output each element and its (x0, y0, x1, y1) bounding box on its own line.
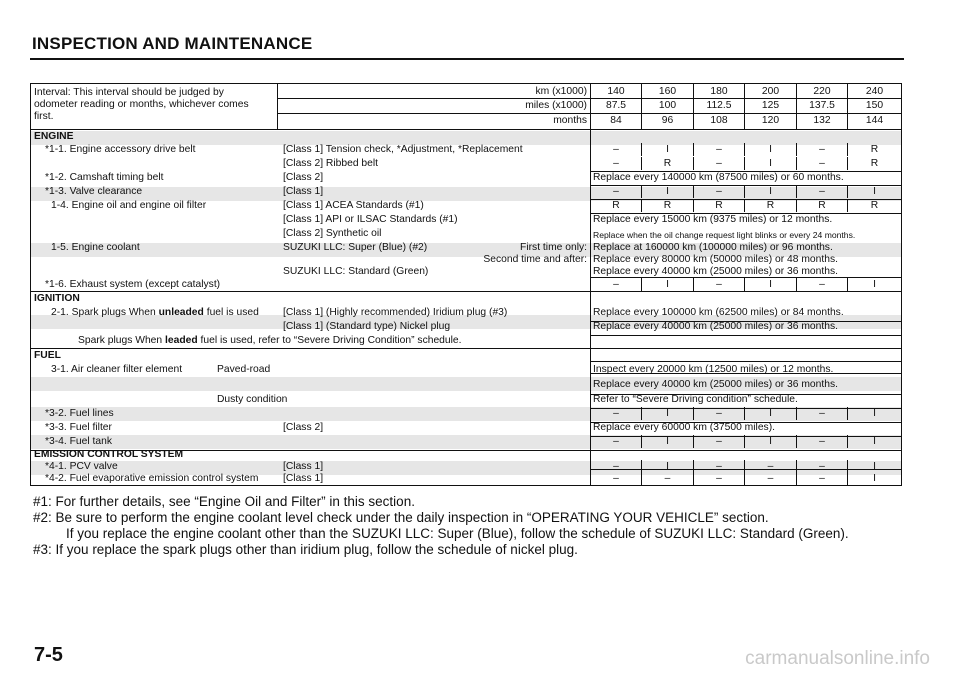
footnote-1 (33, 494, 415, 510)
schedule-text: Replace every 100000 km (62500 miles) or 84 months. (593, 307, 844, 318)
schedule-cell: – (819, 436, 825, 447)
interval-note-line: odometer reading or months, whichever comes (34, 99, 249, 110)
cell-divider (847, 435, 848, 448)
cell-divider (847, 407, 848, 420)
cell-divider (796, 185, 797, 198)
cell-divider (847, 199, 848, 212)
item-detail: [Class 1] ACEA Standards (#1) (283, 200, 424, 211)
schedule-cell: – (819, 473, 825, 484)
footnote-text: For further details, see “Engine Oil and Filter” in this section. (55, 494, 415, 509)
schedule-cell: – (819, 144, 825, 155)
cell-divider (796, 407, 797, 420)
footnote-text: If you replace the spark plugs other than iridium plug, follow the schedule of nickel plug. (55, 542, 578, 557)
schedule-cell: – (767, 461, 774, 472)
km-value: 140 (607, 86, 625, 97)
cell-divider (847, 157, 848, 170)
item-detail: [Class 2] (283, 422, 324, 433)
schedule-text: Replace when the oil change request light blinks or every 24 months. (593, 230, 856, 240)
item-detail: Dusty condition (217, 394, 288, 405)
item-detail: [Class 2] Ribbed belt (283, 158, 379, 169)
schedule-cell: I (666, 461, 669, 472)
miles-label: miles (x1000) (525, 100, 587, 111)
cell-divider (744, 435, 745, 448)
schedule-cell: – (819, 408, 825, 419)
schedule-cell: I (873, 408, 876, 419)
schedule-cell: – (819, 461, 825, 472)
schedule-text: Replace every 40000 km (25000 miles) or 36 months. (593, 321, 838, 332)
footnote-tag: #1: (33, 494, 52, 509)
footnote-2 (33, 510, 769, 526)
item-label (78, 335, 462, 347)
cell-divider (693, 472, 694, 485)
row-rule (590, 335, 901, 336)
cell-divider (693, 278, 694, 291)
shade-band (31, 131, 901, 145)
schedule-cell: – (819, 186, 825, 197)
schedule-text: Replace at 160000 km (100000 miles) or 96 months. (593, 242, 833, 253)
cell-divider (744, 199, 745, 212)
item-label: *1-2. Camshaft timing belt (45, 172, 164, 183)
months-value: 96 (661, 115, 674, 126)
months-value: 132 (813, 115, 831, 126)
schedule-cell: – (613, 279, 619, 290)
km-value: 160 (658, 86, 677, 97)
schedule-cell: – (613, 461, 619, 472)
cell-divider (796, 143, 797, 156)
cell-divider (693, 157, 694, 170)
schedule-cell: I (873, 436, 876, 447)
section-ignition: IGNITION (34, 293, 80, 304)
item-detail: Paved-road (217, 364, 271, 375)
schedule-cell: – (716, 461, 722, 472)
schedule-cell: I (769, 279, 772, 290)
schedule-cell: I (769, 158, 772, 169)
months-label: months (553, 115, 587, 126)
interval-note-line: first. (34, 111, 54, 122)
item-label-part: fuel is used, refer to “Severe Driving Condition” schedule. (200, 335, 462, 346)
schedule-cell: I (666, 186, 669, 197)
schedule-cell: I (666, 436, 669, 447)
footnote-text: If you replace the engine coolant other than the SUZUKI LLC: Super (Blue), follow the schedule of SUZUKI LLC: Standard (Green). (66, 526, 849, 541)
schedule-cell: – (613, 144, 619, 155)
item-label: *1-3. Valve clearance (45, 186, 143, 197)
cell-divider (796, 157, 797, 170)
item-detail: [Class 1] (Standard type) Nickel plug (283, 321, 451, 332)
cell-divider (744, 278, 745, 291)
cell-divider (847, 185, 848, 198)
cell-divider (847, 278, 848, 291)
header-rule (277, 113, 901, 114)
cell-divider (641, 435, 642, 448)
cell-divider (744, 143, 745, 156)
cell-divider (796, 435, 797, 448)
schedule-cell: I (769, 144, 772, 155)
cell-divider (847, 143, 848, 156)
item-label-part: Spark plugs When (78, 335, 163, 346)
schedule-cell: – (716, 144, 722, 155)
cell-divider (744, 157, 745, 170)
months-value: 108 (710, 115, 728, 126)
schedule-text: Refer to “Severe Driving condition” schedule. (593, 394, 798, 405)
item-label: *3-3. Fuel filter (45, 422, 112, 433)
schedule-text: Replace every 15000 km (9375 miles) or 12 months. (593, 214, 833, 225)
cell-divider (641, 157, 642, 170)
cell-divider (744, 407, 745, 420)
schedule-cell: I (769, 186, 772, 197)
item-detail: [Class 1] Tension check, *Adjustment, *Replacement (283, 144, 523, 155)
schedule-cell: – (716, 158, 722, 169)
cell-divider (693, 407, 694, 420)
cell-divider (796, 278, 797, 291)
schedule-cell: R (663, 158, 672, 169)
schedule-cell: I (666, 279, 669, 290)
km-value: 200 (761, 86, 780, 97)
schedule-cell: I (873, 461, 876, 472)
section-engine: ENGINE (34, 131, 74, 142)
footnote-3 (33, 542, 578, 558)
cell-divider (693, 199, 694, 212)
footnote-2-cont (66, 526, 849, 542)
schedule-cell: R (870, 144, 879, 155)
schedule-cell: – (613, 186, 619, 197)
maintenance-table (30, 83, 902, 486)
schedule-cell: – (716, 436, 722, 447)
item-label: 1-5. Engine coolant (51, 242, 140, 253)
cell-divider (641, 185, 642, 198)
item-label: *1-6. Exhaust system (except catalyst) (45, 279, 221, 290)
cell-divider (744, 472, 745, 485)
footnote-tag: #3: (33, 542, 52, 557)
schedule-text: Replace every 140000 km (87500 miles) or 60 months. (593, 172, 844, 183)
schedule-cell: – (613, 158, 619, 169)
schedule-cell: R (818, 200, 826, 211)
item-detail: [Class 2] (283, 172, 324, 183)
item-detail: [Class 1] (283, 186, 324, 197)
schedule-cell: – (819, 158, 825, 169)
cell-divider (693, 185, 694, 198)
schedule-cell: R (715, 200, 723, 211)
schedule-cell: R (663, 200, 672, 211)
item-label: 3-1. Air cleaner filter element (51, 364, 183, 375)
months-value: 144 (865, 115, 884, 126)
item-detail: [Class 1] (283, 461, 324, 472)
miles-value: 137.5 (809, 100, 835, 111)
item-detail: [Class 1] API or ILSAC Standards (#1) (283, 214, 458, 225)
cell-divider (641, 472, 642, 485)
schedule-cell: I (873, 473, 876, 484)
schedule-cell: R (766, 200, 775, 211)
miles-value: 125 (761, 100, 780, 111)
miles-value: 150 (865, 100, 884, 111)
item-detail: [Class 2] Synthetic oil (283, 228, 382, 239)
cell-divider (796, 199, 797, 212)
cell-divider (796, 472, 797, 485)
schedule-cell: – (664, 473, 671, 484)
miles-value: 87.5 (605, 100, 627, 111)
item-detail: SUZUKI LLC: Super (Blue) (#2) (283, 242, 428, 253)
row-rule (590, 361, 901, 362)
schedule-cell: – (716, 473, 722, 484)
miles-value: 100 (658, 100, 677, 111)
item-label-bold: unleaded (158, 307, 204, 318)
schedule-cell: – (716, 186, 722, 197)
schedule-cell: – (819, 279, 825, 290)
schedule-cell: I (873, 279, 876, 290)
item-label: *1-1. Engine accessory drive belt (45, 144, 196, 155)
page-title: INSPECTION AND MAINTENANCE (32, 34, 313, 53)
km-value: 180 (710, 86, 728, 97)
title-rule (30, 58, 904, 60)
cell-divider (693, 143, 694, 156)
schedule-text: Replace every 40000 km (25000 miles) or 36 months. (593, 379, 838, 390)
section-rule (31, 291, 901, 292)
schedule-cell: R (870, 158, 879, 169)
item-label: *4-1. PCV valve (45, 461, 118, 472)
cell-divider (641, 199, 642, 212)
schedule-text: Replace every 60000 km (37500 miles). (593, 422, 776, 433)
schedule-cell: – (716, 408, 722, 419)
item-detail: [Class 1] (283, 473, 324, 484)
item-label (51, 307, 259, 319)
cell-divider (641, 407, 642, 420)
watermark: carmanualsonline.info (745, 648, 930, 669)
cell-divider (641, 143, 642, 156)
item-label: *4-2. Fuel evaporative emission control system (45, 473, 259, 484)
item-detail: [Class 1] (Highly recommended) Iridium plug (#3) (283, 307, 508, 318)
header-rule (277, 98, 901, 99)
header-divider (277, 84, 278, 129)
schedule-text: Inspect every 20000 km (12500 miles) or 12 months. (593, 364, 834, 375)
item-label-part: 2-1. Spark plugs When (51, 307, 156, 318)
cell-divider (744, 185, 745, 198)
header-bottom-rule (31, 129, 901, 130)
km-value: 240 (865, 86, 884, 97)
item-detail: Second time and after: (483, 254, 587, 265)
page-number: 7-5 (34, 644, 63, 666)
schedule-cell: I (873, 186, 876, 197)
item-label: 1-4. Engine oil and engine oil filter (51, 200, 207, 211)
schedule-cell: – (613, 473, 619, 484)
miles-value: 112.5 (706, 100, 732, 111)
schedule-cell: I (769, 436, 772, 447)
section-rule (31, 348, 901, 349)
schedule-cell: I (666, 144, 669, 155)
schedule-cell: – (716, 279, 722, 290)
section-emission: EMISSION CONTROL SYSTEM (34, 449, 184, 460)
km-value: 220 (813, 86, 831, 97)
item-detail: First time only: (520, 242, 587, 253)
schedule-cell: I (769, 408, 772, 419)
months-value: 120 (761, 115, 780, 126)
item-label: *3-2. Fuel lines (45, 408, 114, 419)
schedule-cell: R (612, 200, 620, 211)
schedule-cell: I (666, 408, 669, 419)
schedule-cell: – (613, 408, 619, 419)
cell-divider (693, 435, 694, 448)
schedule-cell: – (767, 473, 774, 484)
footnote-text: Be sure to perform the engine coolant level check under the daily inspection in “OPERATING YOUR VEHICLE” section. (55, 510, 769, 525)
km-label: km (x1000) (535, 86, 587, 97)
months-value: 84 (610, 115, 622, 126)
item-detail: SUZUKI LLC: Standard (Green) (283, 266, 429, 277)
item-label-part: fuel is used (206, 307, 259, 318)
cell-divider (847, 472, 848, 485)
cell-divider (641, 278, 642, 291)
item-label-bold: leaded (165, 335, 198, 346)
schedule-text: Replace every 40000 km (25000 miles) or 36 months. (593, 266, 838, 277)
schedule-text: Replace every 80000 km (50000 miles) or 48 months. (593, 254, 838, 265)
item-label: *3-4. Fuel tank (45, 436, 112, 447)
schedule-cell: R (870, 200, 879, 211)
section-fuel: FUEL (34, 350, 61, 361)
footnote-tag: #2: (33, 510, 52, 525)
interval-note-line: Interval: This interval should be judged by (34, 87, 224, 98)
schedule-cell: – (613, 436, 619, 447)
